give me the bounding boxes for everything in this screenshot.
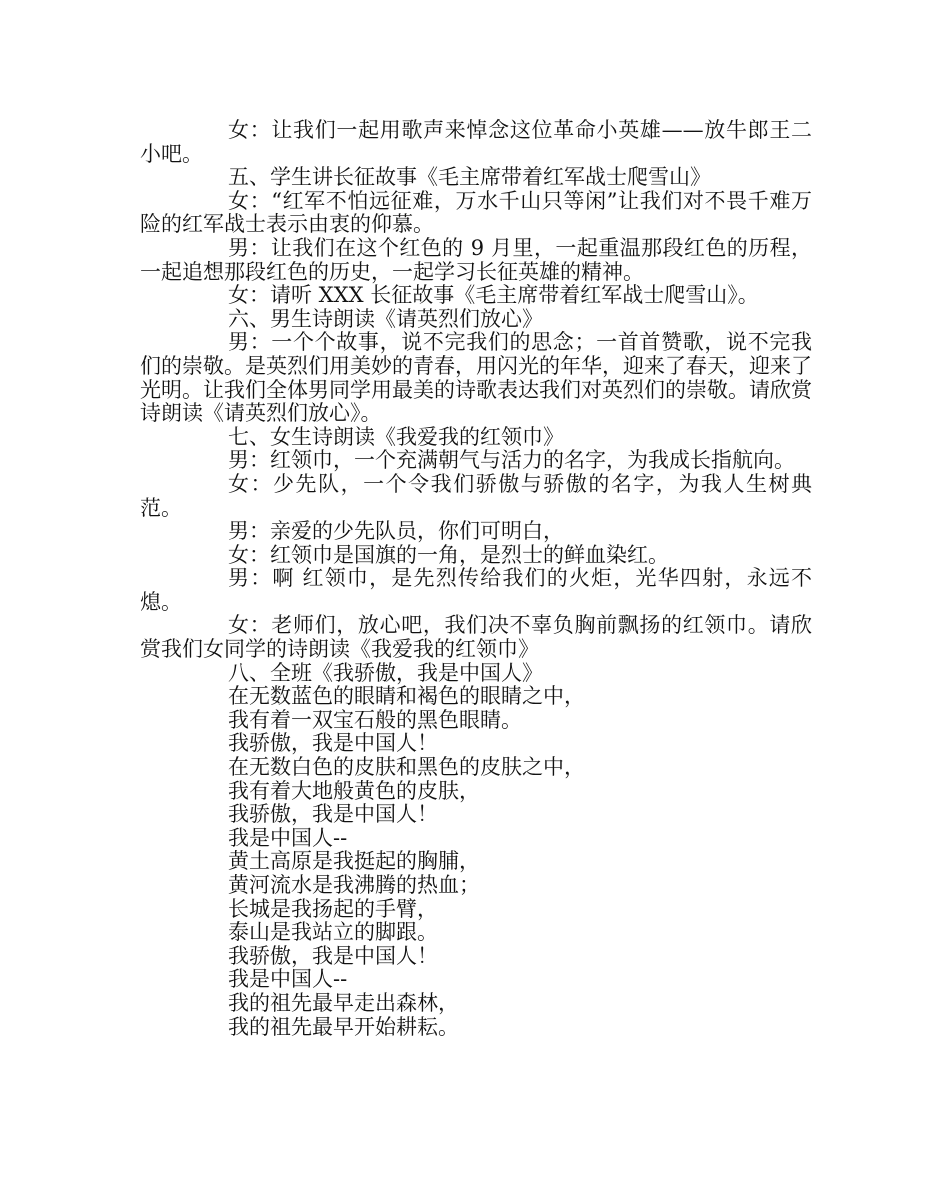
- section-heading: 六、男生诗朗读《请英烈们放心》: [228, 306, 543, 331]
- paragraph: 男：一个个故事，说不完我们的思念；一首首赞歌，说不完我们的崇敬。是英烈们用美妙的青春，用闪光的年华，迎来了春天，迎来了光明。让我们全体男同学用最美的诗歌表达我们对英烈们的崇敬。请欣赏诗朗读《请英烈们放心》。: [140, 330, 812, 426]
- poem-line: 我是中国人--: [228, 967, 348, 992]
- poem-line: 黄河流水是我沸腾的热血；: [228, 873, 480, 897]
- paragraph: 女：让我们一起用歌声来悼念这位革命小英雄——放牛郎王二小吧。: [140, 118, 812, 166]
- poem-line: 泰山是我站立的脚跟。: [228, 920, 438, 945]
- paragraph: 女：少先队，一个令我们骄傲与骄傲的名字，为我人生树典范。: [140, 471, 812, 520]
- poem-line: 长城是我扬起的手臂，: [228, 896, 438, 921]
- document-body: [140, 119, 812, 1039]
- poem-line: 我骄傲，我是中国人！: [228, 943, 438, 968]
- poem-line: 我的祖先最早开始耕耘。: [228, 1014, 459, 1039]
- paragraph: 男：啊 红领巾，是先烈传给我们的火炬，光华四射，永远不熄。: [140, 566, 812, 614]
- section-heading: 八、全班《我骄傲，我是中国人》: [228, 660, 543, 685]
- poem-line: 在无数白色的皮肤和黑色的皮肤之中，: [228, 755, 585, 780]
- poem-line: 我有着大地般黄色的皮肤，: [228, 778, 480, 803]
- poem-line: 在无数蓝色的眼睛和褐色的眼睛之中，: [228, 684, 585, 709]
- paragraph: 男：亲爱的少先队员，你们可明白，: [228, 519, 564, 544]
- paragraph: 女：老师们，放心吧，我们决不辜负胸前飘扬的红领巾。请欣赏我们女同学的诗朗读《我爱我的红领巾》: [140, 613, 812, 662]
- paragraph: 女：请听 XXX 长征故事《毛主席带着红军战士爬雪山》。: [228, 283, 759, 308]
- paragraph: 女：红领巾是国旗的一角，是烈士的鲜血染红。: [228, 542, 669, 567]
- section-heading: 五、学生讲长征故事《毛主席带着红军战士爬雪山》: [228, 165, 711, 190]
- poem-line: 我有着一双宝石般的黑色眼睛。: [228, 707, 522, 732]
- paragraph: 男：让我们在这个红色的 9 月里，一起重温那段红色的历程，一起追想那段红色的历史，一起学习长征英雄的精神。: [140, 235, 812, 284]
- section-heading: 七、女生诗朗读《我爱我的红领巾》: [228, 424, 564, 449]
- paragraph: 男：红领巾，一个充满朝气与活力的名字，为我成长指航向。: [228, 448, 795, 473]
- poem-line: 我是中国人--: [228, 825, 348, 850]
- poem-line: 黄土高原是我挺起的胸脯，: [228, 849, 480, 874]
- poem-line: 我骄傲，我是中国人！: [228, 802, 438, 827]
- poem-line: 我骄傲，我是中国人！: [228, 731, 438, 756]
- paragraph: 女：“红军不怕远征难，万水千山只等闲”让我们对不畏千难万险的红军战士表示由衷的仰慕。: [140, 188, 812, 237]
- poem-line: 我的祖先最早走出森林，: [228, 990, 459, 1015]
